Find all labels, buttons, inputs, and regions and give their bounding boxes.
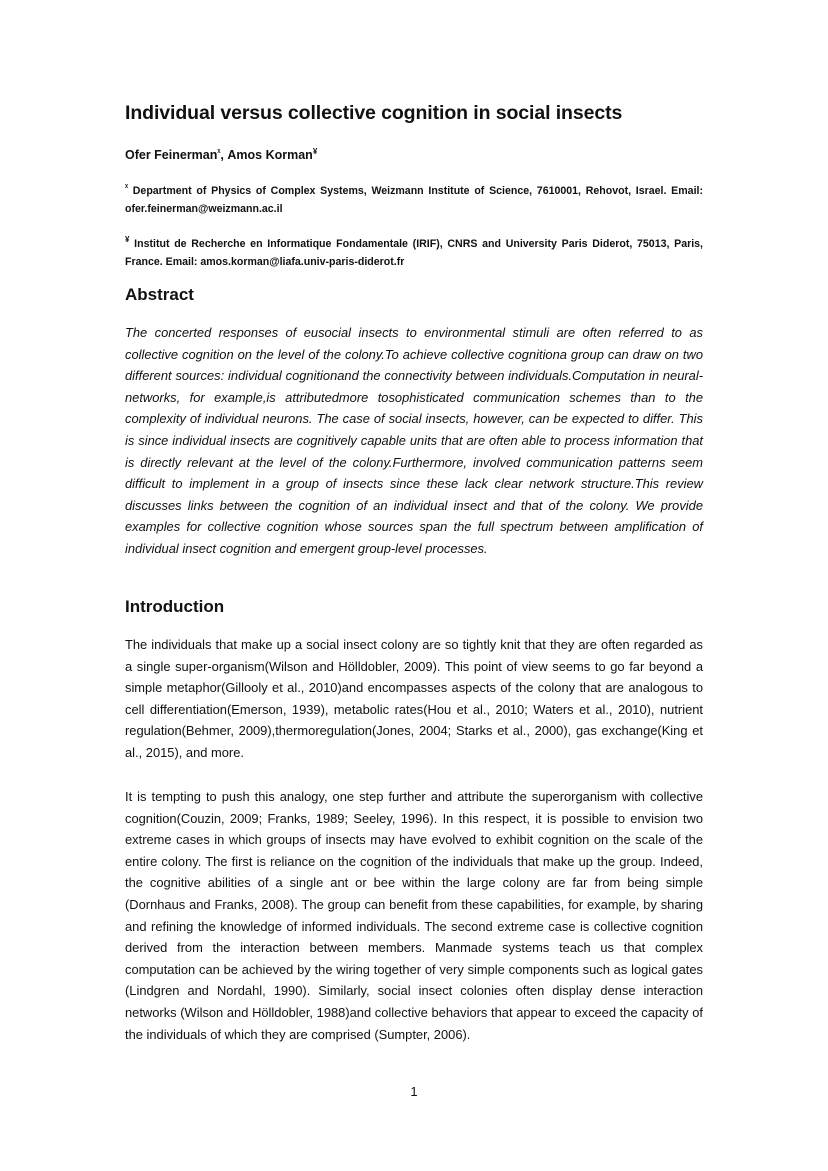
affiliation-mark: ¥ xyxy=(312,147,318,156)
affiliation-mark: ᵡ xyxy=(125,182,129,191)
page-number: 1 xyxy=(410,1084,418,1099)
affiliation-mark: ¥ xyxy=(125,235,130,244)
abstract-heading: Abstract xyxy=(125,285,194,304)
author-separator: , xyxy=(220,148,228,162)
affiliation-mark: ᵡ xyxy=(217,147,221,156)
affiliation xyxy=(125,178,703,218)
author-name: Amos Korman xyxy=(227,148,313,162)
body-paragraph: The individuals that make up a social insect colony are so tightly knit that they are often regarded as a single super-organism(Wilson and Hölldobler, 2009). This point of view seems to go far beyond a simple metaphor(Gillooly et al., 2010)and encompasses aspects of the colony that are analogous to cell differentiation(Emerson, 1939), metabolic rates(Hou et al., 2010; Waters et al., 2010), nutrient regulation(Behmer, 2009),thermoregulation(Jones, 2004; Starks et al., 2000), gas exchange(King et al., 2015), and more. xyxy=(125,637,703,760)
author-list xyxy=(125,147,317,162)
paper-title: Individual versus collective cognition in social insects xyxy=(125,102,623,124)
body-paragraph: It is tempting to push this analogy, one step further and attribute the superorganism with collective cognition(Couzin, 2009; Franks, 1989; Seeley, 1996). In this respect, it is possible to envision two extreme cases in which groups of insects may have evolved to exhibit cognition on the scale of the entire colony. The first is reliance on the cognition of the individuals that make up the group. Indeed, the cognitive abilities of a single ant or bee within the large colony are far from being simple (Dornhaus and Franks, 2008). The group can benefit from these capabilities, for example, by sharing and refining the knowledge of informed individuals. The second extreme case is collective cognition derived from the interaction between members. Manmade systems teach us that complex computation can be achieved by the wiring together of very simple components such as logical gates (Lindgren and Nordahl, 1990). Similarly, social insect colonies often display dense interaction networks (Wilson and Hölldobler, 1988)and collective behaviors that appear to exceed the capacity of the individuals of which they are comprised (Sumpter, 2006). xyxy=(125,789,703,1042)
introduction-heading: Introduction xyxy=(125,597,225,616)
abstract-text: The concerted responses of eusocial insects to environmental stimuli are often referred to as collective cognition on the level of the colony.To achieve collective cognitiona group can draw on two different sources: individual cognitionand the connectivity between individuals.Computation in neural-networks, for example,is attributedmore tosophisticated communication schemes than to the complexity of individual neurons. The case of social insects, however, can be expected to differ. This is since individual insects are cognitively capable units that are often able to process information that is directly relevant at the level of the colony.Furthermore, involved communication patterns seem difficult to implement in a group of insects since these lack clear network structure.This review discusses links between the cognition of an individual insect and that of the colony. We provide examples for collective cognition whose sources span the full spectrum between amplification of individual insect cognition and emergent group-level processes. xyxy=(125,325,703,556)
affiliation-text: Department of Physics of Complex Systems, Weizmann Institute of Science, 7610001, Rehovot, Israel. Email: ofer.feinerman@weizmann.ac.il xyxy=(125,185,703,215)
affiliation-text: Institut de Recherche en Informatique Fondamentale (IRIF), CNRS and University Paris Diderot, 75013, Paris, France. Email: amos.korman@liafa.univ-paris-diderot.fr xyxy=(125,238,703,268)
affiliation xyxy=(125,231,703,271)
author-name: Ofer Feinerman xyxy=(125,148,218,162)
